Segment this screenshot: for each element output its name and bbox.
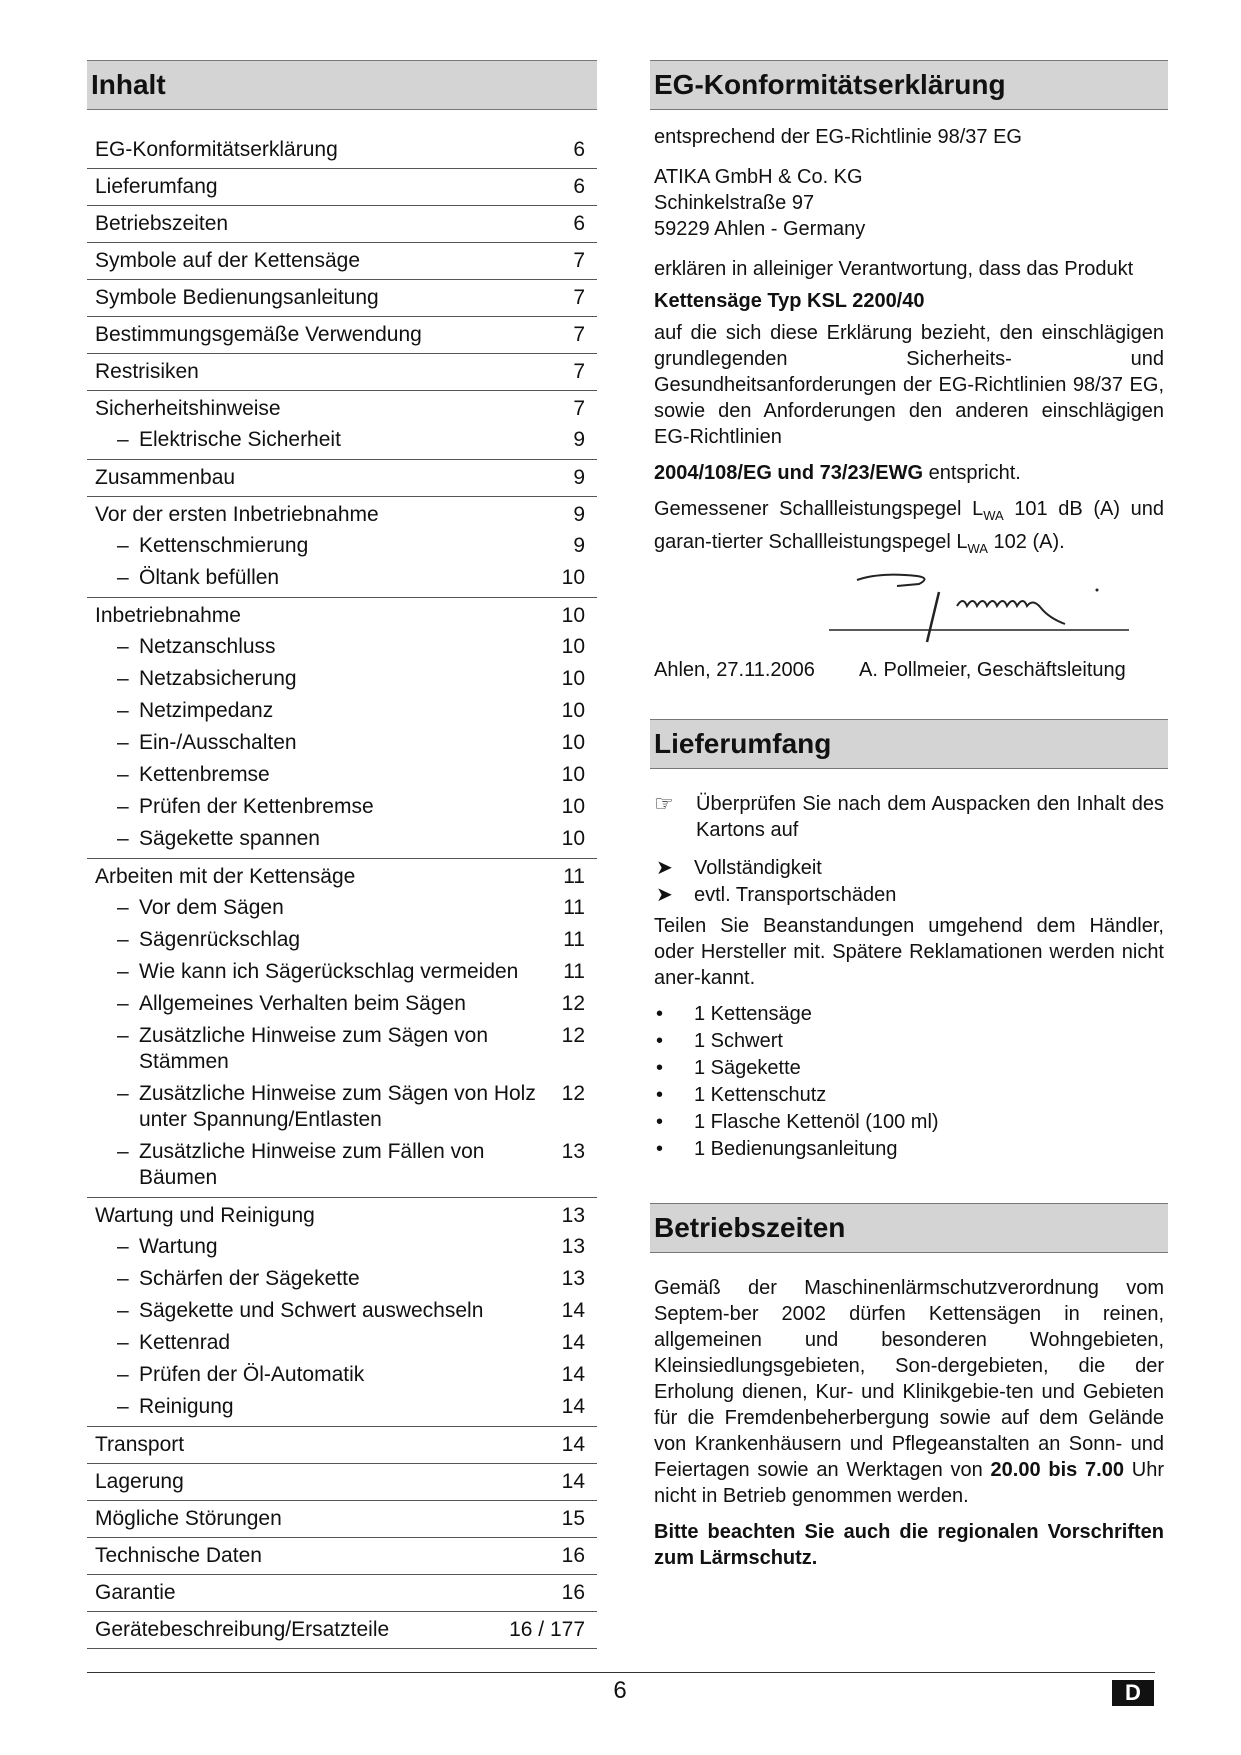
toc-subentry-title: Schärfen der Sägekette bbox=[139, 1267, 360, 1290]
eg-body: auf die sich diese Erklärung bezieht, den einschlägigen grundlegenden Sicherheits- und Gesundheitsanforderungen der EG-Richtlinien 98/37 EG, sowie den Anforderungen den anderen einschlägigen EG-Richtlinien bbox=[654, 322, 1164, 448]
toc-group bbox=[87, 243, 597, 280]
toc-subentry-title: Netzanschluss bbox=[139, 635, 276, 658]
page-number: 6 bbox=[613, 1677, 627, 1704]
dash-icon: – bbox=[117, 1082, 129, 1105]
eg-section bbox=[650, 124, 1168, 683]
toc-entry-page: 14 bbox=[561, 1470, 585, 1493]
toc-subentry-title: Kettenschmierung bbox=[139, 534, 309, 557]
toc-subentry-title: Ein-/Ausschalten bbox=[139, 731, 297, 754]
toc-entry-page: 13 bbox=[561, 1204, 585, 1227]
toc-entry-title: Sicherheitshinweise bbox=[95, 397, 281, 420]
dash-icon: – bbox=[117, 827, 129, 850]
toc-entry[interactable] bbox=[87, 501, 597, 531]
place-date: Ahlen, 27.11.2006 bbox=[654, 659, 815, 681]
toc-subentry-page: 10 bbox=[561, 795, 585, 818]
toc-group bbox=[87, 1501, 597, 1538]
toc-subentry-title: Zusätzliche Hinweise zum Fällen von Bäumen bbox=[139, 1140, 485, 1189]
toc-subentry-page: 10 bbox=[561, 635, 585, 658]
toc-group bbox=[87, 1427, 597, 1464]
toc-subentry-title: Sägenrückschlag bbox=[139, 928, 301, 951]
dash-icon: – bbox=[117, 1235, 129, 1258]
toc-subentry-page: 14 bbox=[561, 1363, 585, 1386]
toc-entry-title: Bestimmungsgemäße Verwendung bbox=[95, 323, 422, 346]
toc-subentry-page: 10 bbox=[561, 699, 585, 722]
toc-entry[interactable] bbox=[87, 247, 597, 277]
toc-entry-page: 16 / 177 bbox=[509, 1618, 585, 1641]
toc-subentry-title: Wartung bbox=[139, 1235, 218, 1258]
scope-item-text: 1 Schwert bbox=[694, 1030, 783, 1052]
toc-entry-page: 14 bbox=[561, 1433, 585, 1456]
toc-entry[interactable] bbox=[87, 1616, 597, 1646]
toc-group bbox=[87, 460, 597, 497]
toc-subentry-page: 10 bbox=[561, 827, 585, 850]
betrieb-heading: Betriebszeiten bbox=[650, 1203, 1168, 1253]
toc-subentry-title: Kettenbremse bbox=[139, 763, 270, 786]
toc-group bbox=[87, 169, 597, 206]
toc-subentry-title: Sägekette und Schwert auswechseln bbox=[139, 1299, 484, 1322]
toc-entry[interactable] bbox=[87, 1579, 597, 1609]
dash-icon: – bbox=[117, 992, 129, 1015]
betrieb-note: Bitte beachten Sie auch die regionalen Vorschriften zum Lärmschutz. bbox=[654, 1521, 1164, 1569]
toc-entry[interactable] bbox=[87, 321, 597, 351]
toc-subentry[interactable] bbox=[87, 1360, 597, 1392]
toc-entry-page: 15 bbox=[561, 1507, 585, 1530]
scope-list-item bbox=[654, 1109, 1164, 1136]
dash-icon: – bbox=[117, 731, 129, 754]
scope-list-item bbox=[654, 1028, 1164, 1055]
dash-icon: – bbox=[117, 1267, 129, 1290]
toc-subentry-title: Zusätzliche Hinweise zum Sägen von Stämmen bbox=[139, 1024, 489, 1073]
dot-bullet-icon: • bbox=[656, 1030, 664, 1052]
toc-entry[interactable] bbox=[87, 1202, 597, 1232]
toc-entry[interactable] bbox=[87, 210, 597, 240]
company-line-2: Schinkelstraße 97 bbox=[654, 192, 815, 214]
scope-item-text: 1 Kettensäge bbox=[694, 1003, 812, 1025]
toc-subentry-page: 14 bbox=[561, 1299, 585, 1322]
toc-entry[interactable] bbox=[87, 1505, 597, 1535]
toc-subentry[interactable] bbox=[87, 925, 597, 957]
scope-list-item bbox=[654, 1055, 1164, 1082]
toc-entry-title: Lieferumfang bbox=[95, 175, 218, 198]
dash-icon: – bbox=[117, 699, 129, 722]
arrow-item-text: Vollständigkeit bbox=[694, 857, 822, 879]
toc-entry-title: Vor der ersten Inbetriebnahme bbox=[95, 503, 379, 526]
toc-entry[interactable] bbox=[87, 1431, 597, 1461]
toc-entry-title: Arbeiten mit der Kettensäge bbox=[95, 865, 356, 888]
toc-subentry-title: Prüfen der Öl-Automatik bbox=[139, 1363, 365, 1386]
toc-subentry-page: 12 bbox=[561, 992, 585, 1015]
toc-subentry[interactable] bbox=[87, 792, 597, 824]
toc-subentry-page: 9 bbox=[573, 428, 585, 451]
toc-subentry-title: Reinigung bbox=[139, 1395, 234, 1418]
toc-subentry[interactable] bbox=[87, 1137, 597, 1195]
toc-entry-page: 7 bbox=[573, 323, 585, 346]
toc-subentry-page: 13 bbox=[561, 1235, 585, 1258]
toc-subentry-page: 12 bbox=[561, 1082, 585, 1105]
toc-group bbox=[87, 1464, 597, 1501]
dot-bullet-icon: • bbox=[656, 1084, 664, 1106]
toc-entry-title: Inbetriebnahme bbox=[95, 604, 241, 627]
dot-bullet-icon: • bbox=[656, 1111, 664, 1133]
betrieb-text-2: Uhr nicht in Betrieb genommen werden. bbox=[654, 1459, 1164, 1507]
dash-icon: – bbox=[117, 1331, 129, 1354]
scope-list-item bbox=[654, 1082, 1164, 1109]
liefer-arrow-list bbox=[654, 855, 1164, 909]
eg-heading: EG-Konformitätserklärung bbox=[650, 60, 1168, 110]
toc-entry-title: Transport bbox=[95, 1433, 185, 1456]
toc-entry[interactable] bbox=[87, 1468, 597, 1498]
toc-entry-title: Symbole Bedienungsanleitung bbox=[95, 286, 379, 309]
toc-subentry[interactable] bbox=[87, 664, 597, 696]
toc-subentry[interactable] bbox=[87, 696, 597, 728]
toc-subentry[interactable] bbox=[87, 957, 597, 989]
toc-subentry-page: 11 bbox=[563, 928, 585, 951]
toc-subentry-page: 10 bbox=[561, 763, 585, 786]
toc-subentry-page: 14 bbox=[561, 1331, 585, 1354]
liefer-check-text: Überprüfen Sie nach dem Auspacken den Inhalt des Kartons auf bbox=[696, 793, 1164, 841]
toc-subentry-page: 10 bbox=[561, 667, 585, 690]
toc-entry-title: Mögliche Störungen bbox=[95, 1507, 282, 1530]
dash-icon: – bbox=[117, 667, 129, 690]
scope-list-item bbox=[654, 1136, 1164, 1163]
toc-group bbox=[87, 391, 597, 460]
toc-subentry-title: Kettenrad bbox=[139, 1331, 231, 1354]
dot-bullet-icon: • bbox=[656, 1138, 664, 1160]
pointing-hand-icon: ☞ bbox=[654, 791, 674, 816]
toc-subentry[interactable] bbox=[87, 1328, 597, 1360]
toc-heading: Inhalt bbox=[87, 60, 597, 110]
toc-group bbox=[87, 859, 597, 1198]
dash-icon: – bbox=[117, 635, 129, 658]
eg-sound bbox=[654, 496, 1164, 562]
eg-directives-rest: entspricht. bbox=[923, 462, 1021, 484]
dash-icon: – bbox=[117, 960, 129, 983]
toc-entry-page: 16 bbox=[561, 1581, 585, 1604]
toc-group bbox=[87, 280, 597, 317]
toc-subentry-title: Elektrische Sicherheit bbox=[139, 428, 341, 451]
toc-entry[interactable] bbox=[87, 602, 597, 632]
sound-sub-2: WA bbox=[967, 541, 988, 556]
toc-subentry[interactable] bbox=[87, 632, 597, 664]
toc-subentry-title: Zusätzliche Hinweise zum Sägen von Holz unter Spannung/Entlasten bbox=[139, 1082, 536, 1131]
company-line-1: ATIKA GmbH & Co. KG bbox=[654, 166, 863, 188]
toc-entry[interactable] bbox=[87, 173, 597, 203]
dash-icon: – bbox=[117, 928, 129, 951]
toc-subentry-page: 11 bbox=[563, 960, 585, 983]
eg-declare: erklären in alleiniger Verantwortung, dass das Produkt bbox=[654, 258, 1134, 280]
liefer-section bbox=[650, 791, 1168, 1163]
toc-subentry[interactable] bbox=[87, 1264, 597, 1296]
toc-entry[interactable] bbox=[87, 464, 597, 494]
toc-group bbox=[87, 598, 597, 859]
toc-entry-title: Lagerung bbox=[95, 1470, 184, 1493]
toc-entry-page: 6 bbox=[573, 138, 585, 161]
scope-item-text: 1 Sägekette bbox=[694, 1057, 801, 1079]
toc-entry[interactable] bbox=[87, 863, 597, 893]
toc-entry-title: Technische Daten bbox=[95, 1544, 262, 1567]
toc-group bbox=[87, 132, 597, 169]
toc-subentry-page: 14 bbox=[561, 1395, 585, 1418]
toc-entry-title: Wartung und Reinigung bbox=[95, 1204, 315, 1227]
scope-item-text: 1 Bedienungsanleitung bbox=[694, 1138, 898, 1160]
toc-entry-title: Symbole auf der Kettensäge bbox=[95, 249, 361, 272]
toc-subentry[interactable] bbox=[87, 824, 597, 856]
toc-subentry[interactable] bbox=[87, 728, 597, 760]
toc-subentry-title: Wie kann ich Sägerückschlag vermeiden bbox=[139, 960, 519, 983]
toc-subentry[interactable] bbox=[87, 1079, 597, 1137]
toc-subentry-page: 11 bbox=[563, 896, 585, 919]
sound-text-2: 101 dB (A) und garan-tierter Schallleistungspegel L bbox=[654, 498, 1164, 553]
toc-group bbox=[87, 354, 597, 391]
toc-subentry-title: Vor dem Sägen bbox=[139, 896, 284, 919]
dash-icon: – bbox=[117, 1363, 129, 1386]
arrow-list-item bbox=[654, 882, 1164, 909]
dash-icon: – bbox=[117, 1395, 129, 1418]
toc-subentry[interactable] bbox=[87, 1021, 597, 1079]
eg-intro: entsprechend der EG-Richtlinie 98/37 EG bbox=[654, 126, 1022, 148]
signatory: A. Pollmeier, Geschäftsleitung bbox=[859, 659, 1126, 681]
toc-entry-page: 16 bbox=[561, 1544, 585, 1567]
arrow-list-item bbox=[654, 855, 1164, 882]
sound-text-3: 102 (A). bbox=[987, 531, 1065, 553]
toc-entry-page: 7 bbox=[573, 397, 585, 420]
sound-sub-1: WA bbox=[983, 508, 1004, 523]
toc-subentry[interactable] bbox=[87, 989, 597, 1021]
toc-entry-page: 9 bbox=[573, 503, 585, 526]
toc-subentry-title: Prüfen der Kettenbremse bbox=[139, 795, 374, 818]
toc-subentry[interactable] bbox=[87, 1296, 597, 1328]
toc-subentry[interactable] bbox=[87, 760, 597, 792]
arrow-bullet-icon: ➤ bbox=[656, 884, 673, 906]
toc-subentry-page: 10 bbox=[561, 566, 585, 589]
toc-entry[interactable] bbox=[87, 136, 597, 166]
toc-subentry-page: 12 bbox=[561, 1024, 585, 1047]
dash-icon: – bbox=[117, 896, 129, 919]
toc-subentry-page: 10 bbox=[561, 731, 585, 754]
toc-subentry[interactable] bbox=[87, 1392, 597, 1424]
toc-subentry-title: Sägekette spannen bbox=[139, 827, 320, 850]
toc-entry-title: Gerätebeschreibung/Ersatzteile bbox=[95, 1618, 390, 1641]
dash-icon: – bbox=[117, 1140, 129, 1163]
liefer-check bbox=[654, 791, 1164, 843]
toc-column bbox=[87, 60, 597, 1649]
toc-entry-title: Betriebszeiten bbox=[95, 212, 229, 235]
sound-text-1: Gemessener Schallleistungspegel L bbox=[654, 498, 984, 520]
eg-directives-bold: 2004/108/EG und 73/23/EWG bbox=[654, 462, 924, 484]
toc-subentry-title: Netzabsicherung bbox=[139, 667, 297, 690]
dash-icon: – bbox=[117, 1024, 129, 1047]
toc-group bbox=[87, 1575, 597, 1612]
signature-line bbox=[654, 657, 1164, 683]
scope-list-item bbox=[654, 1001, 1164, 1028]
toc-subentry-title: Allgemeines Verhalten beim Sägen bbox=[139, 992, 466, 1015]
toc-subentry[interactable] bbox=[87, 1232, 597, 1264]
toc-entry-title: Garantie bbox=[95, 1581, 176, 1604]
toc-entry-page: 9 bbox=[573, 466, 585, 489]
betrieb-text-bold: 20.00 bis 7.00 bbox=[990, 1459, 1124, 1481]
scope-item-text: 1 Kettenschutz bbox=[694, 1084, 827, 1106]
toc-subentry[interactable] bbox=[87, 531, 597, 563]
dash-icon: – bbox=[117, 566, 129, 589]
toc-entry-page: 7 bbox=[573, 360, 585, 383]
dash-icon: – bbox=[117, 534, 129, 557]
arrow-bullet-icon: ➤ bbox=[656, 857, 673, 879]
toc-group bbox=[87, 1198, 597, 1427]
toc-entry[interactable] bbox=[87, 395, 597, 425]
toc-entry-title: EG-Konformitätserklärung bbox=[95, 138, 338, 161]
betrieb-text-1: Gemäß der Maschinenlärmschutzverordnung vom Septem-ber 2002 dürfen Kettensägen in reinen, allgemeinen und besonderen Wohngebieten, Kleinsiedlungsgebieten, Son-dergebieten, die der Erholung dienen, Kur- und Klinikgebie-ten und Gebieten für die Fremdenbeherbergung sowie auf dem Gelände von Krankenhäusern und Pflegeanstalten an Sonn- und Feiertagen sowie an Werktagen von bbox=[654, 1277, 1164, 1481]
betrieb-section bbox=[650, 1275, 1168, 1571]
toc-entry-page: 11 bbox=[563, 865, 585, 888]
dash-icon: – bbox=[117, 763, 129, 786]
betrieb-text bbox=[654, 1275, 1164, 1509]
toc-subentry-page: 13 bbox=[561, 1140, 585, 1163]
dash-icon: – bbox=[117, 795, 129, 818]
toc-subentry-page: 13 bbox=[561, 1267, 585, 1290]
toc-entry-title: Zusammenbau bbox=[95, 466, 236, 489]
toc-group bbox=[87, 206, 597, 243]
dash-icon: – bbox=[117, 1299, 129, 1322]
footer-rule bbox=[87, 1672, 1155, 1673]
liefer-note: Teilen Sie Beanstandungen umgehend dem Händler, oder Hersteller mit. Spätere Reklamationen werden nicht aner-kannt. bbox=[654, 915, 1164, 989]
toc-subentry-title: Netzimpedanz bbox=[139, 699, 274, 722]
toc-subentry-page: 9 bbox=[573, 534, 585, 557]
toc-entry-page: 6 bbox=[573, 175, 585, 198]
toc-subentry[interactable] bbox=[87, 563, 597, 595]
signature-icon bbox=[819, 562, 1139, 657]
toc-subentry[interactable] bbox=[87, 893, 597, 925]
company-line-3: 59229 Ahlen - Germany bbox=[654, 218, 866, 240]
toc-group bbox=[87, 1538, 597, 1575]
toc-entry-page: 7 bbox=[573, 249, 585, 272]
toc-group bbox=[87, 317, 597, 354]
toc-entry[interactable] bbox=[87, 284, 597, 314]
liefer-item-list bbox=[654, 1001, 1164, 1163]
content-column bbox=[650, 60, 1168, 1571]
toc-entry-page: 6 bbox=[573, 212, 585, 235]
toc-subentry-title: Öltank befüllen bbox=[139, 566, 280, 589]
toc-entry-page: 10 bbox=[561, 604, 585, 627]
toc-entry-page: 7 bbox=[573, 286, 585, 309]
toc-entry[interactable] bbox=[87, 1542, 597, 1572]
language-badge: D bbox=[1112, 1680, 1154, 1706]
arrow-item-text: evtl. Transportschäden bbox=[694, 884, 897, 906]
toc-entry[interactable] bbox=[87, 358, 597, 388]
dash-icon: – bbox=[117, 428, 129, 451]
liefer-heading: Lieferumfang bbox=[650, 719, 1168, 769]
eg-directives bbox=[654, 460, 1164, 486]
toc-group bbox=[87, 497, 597, 598]
toc-group bbox=[87, 1612, 597, 1649]
toc-subentry[interactable] bbox=[87, 425, 597, 457]
toc-list bbox=[87, 132, 597, 1649]
toc-entry-title: Restrisiken bbox=[95, 360, 199, 383]
signature-area bbox=[654, 562, 1164, 657]
eg-product: Kettensäge Typ KSL 2200/40 bbox=[654, 290, 925, 312]
dot-bullet-icon: • bbox=[656, 1003, 664, 1025]
scope-item-text: 1 Flasche Kettenöl (100 ml) bbox=[694, 1111, 939, 1133]
dot-bullet-icon: • bbox=[656, 1057, 664, 1079]
